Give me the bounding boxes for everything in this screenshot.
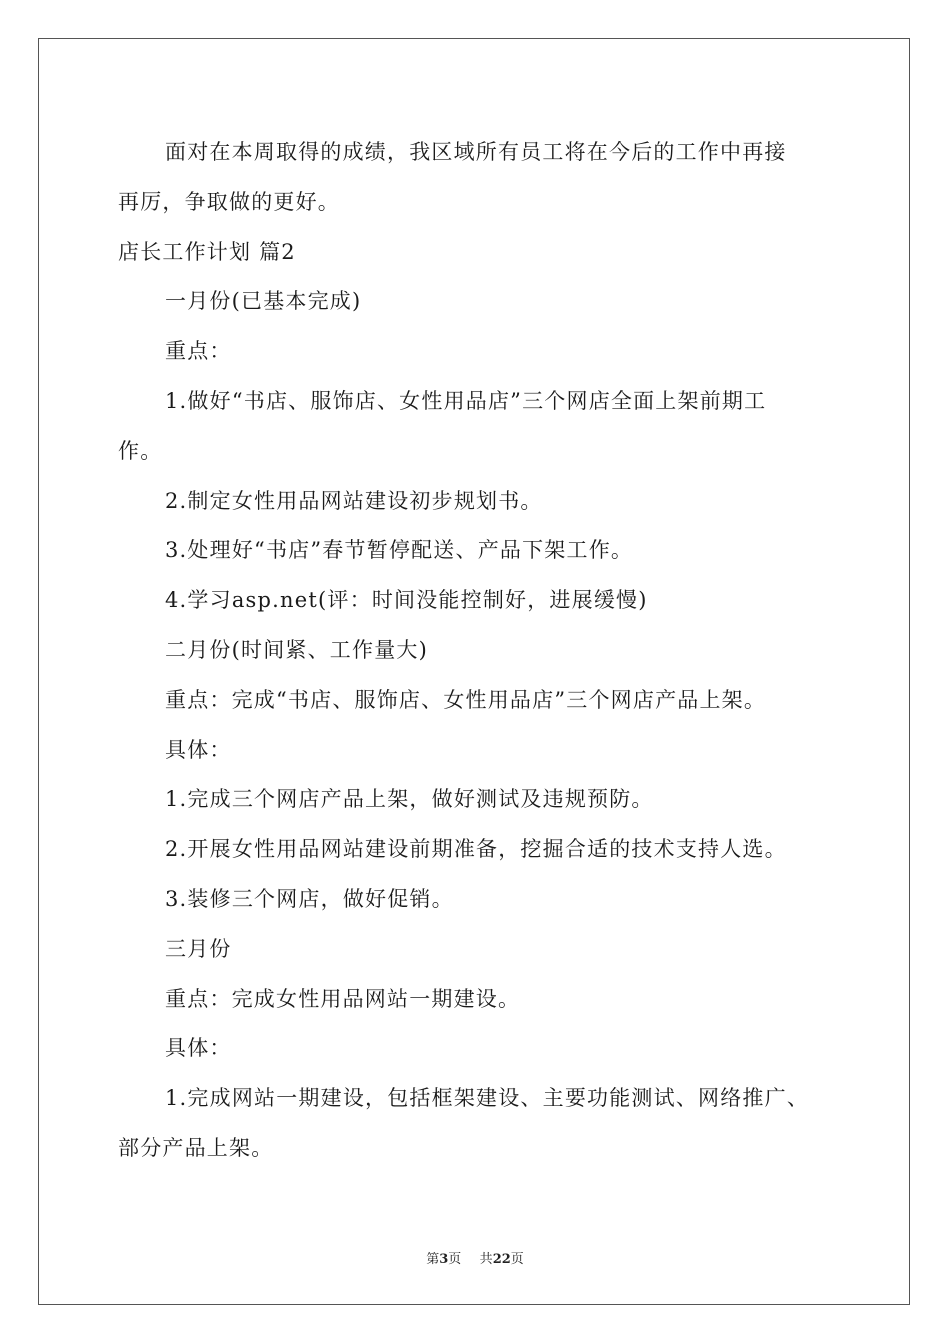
list-item: 3.处理好“书店”春节暂停配送、产品下架工作。 [165,538,634,563]
list-item: 3.装修三个网店，做好促销。 [165,886,454,911]
paragraph-line: 具体： [165,737,232,762]
paragraph-line: 重点：完成“书店、服饰店、女性用品店”三个网店产品上架。 [165,687,767,712]
month-heading: 二月份(时间紧、工作量大) [165,637,428,662]
document-body [118,128,858,1174]
paragraph-line: 重点：完成女性用品网站一期建设。 [165,986,521,1011]
paragraph-line: 重点： [165,339,232,364]
month-heading: 一月份(已基本完成) [165,289,362,314]
footer-total-prefix: 共 [479,1252,493,1267]
footer-total-pages: 22 [492,1252,511,1267]
list-item: 4.学习asp.net(评：时间没能控制好，进展缓慢) [165,588,648,613]
page-footer [0,1248,950,1267]
footer-total-suffix: 页 [510,1252,524,1267]
footer-page-number: 3 [439,1252,449,1267]
paragraph-line: 面对在本周取得的成绩，我区域所有员工将在今后的工作中再接 [165,140,787,164]
footer-page-suffix: 页 [448,1252,462,1267]
footer-prefix: 第 [426,1252,440,1267]
list-item: 2.开展女性用品网站建设前期准备，挖掘合适的技术支持人选。 [165,837,787,862]
paragraph-line: 再厉，争取做的更好。 [118,189,340,214]
paragraph-line: 具体： [165,1036,232,1061]
list-item-continuation: 作。 [118,438,163,463]
list-item-continuation: 部分产品上架。 [118,1135,274,1160]
list-item: 1.完成三个网店产品上架，做好测试及违规预防。 [165,787,654,812]
month-heading: 三月份 [165,936,232,961]
list-item: 1.完成网站一期建设，包括框架建设、主要功能测试、网络推广、 [165,1086,810,1111]
list-item: 1.做好“书店、服饰店、女性用品店”三个网店全面上架前期工 [165,388,767,413]
section-heading: 店长工作计划 篇2 [118,239,296,264]
list-item: 2.制定女性用品网站建设初步规划书。 [165,488,543,513]
